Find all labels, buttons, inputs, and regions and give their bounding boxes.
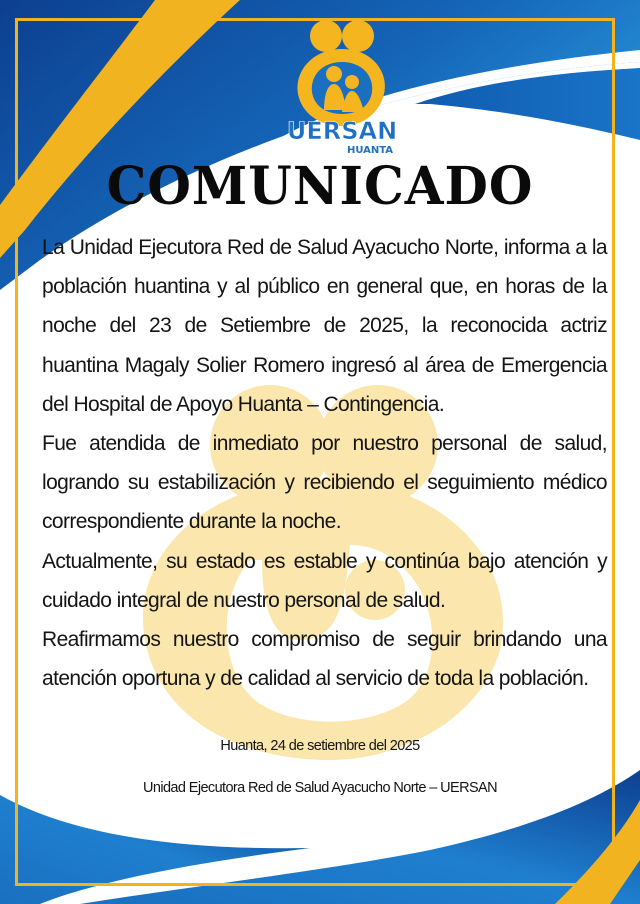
date-line: Huanta, 24 de setiembre del 2025 bbox=[220, 738, 420, 754]
page-title: COMUNICADO bbox=[106, 154, 534, 217]
paragraph-4: Reafirmamos nuestro compromiso de seguir brindando una atención oportuna y de calidad al servicio de toda la población. bbox=[42, 628, 607, 691]
svg-text:UERSAN: UERSAN bbox=[286, 117, 398, 145]
uersan-logo bbox=[284, 14, 404, 154]
family-icon bbox=[297, 20, 384, 126]
paragraph-1: La Unidad Ejecutora Red de Salud Ayacucho Norte, informa a la población huantina y al público en general que, en horas de la noche del 23 de Setiembre de 2025, la reconocida actriz huantina Magaly Solier Romero ingresó al área de Emergencia del Hospital de Apoyo Huanta – Contingencia. bbox=[42, 236, 607, 416]
organization-signature: Unidad Ejecutora Red de Salud Ayacucho Norte – UERSAN bbox=[142, 780, 497, 796]
svg-text:HUANTA: HUANTA bbox=[346, 145, 394, 154]
paragraph-2: Fue atendida de inmediato por nuestro personal de salud, logrando su estabilización y recibiendo el seguimiento médico correspondiente durante la noche. bbox=[42, 432, 607, 534]
paragraph-3: Actualmente, su estado es estable y continúa bajo atención y cuidado integral de nuestro personal de salud. bbox=[42, 549, 607, 612]
announcement-body bbox=[42, 228, 607, 698]
